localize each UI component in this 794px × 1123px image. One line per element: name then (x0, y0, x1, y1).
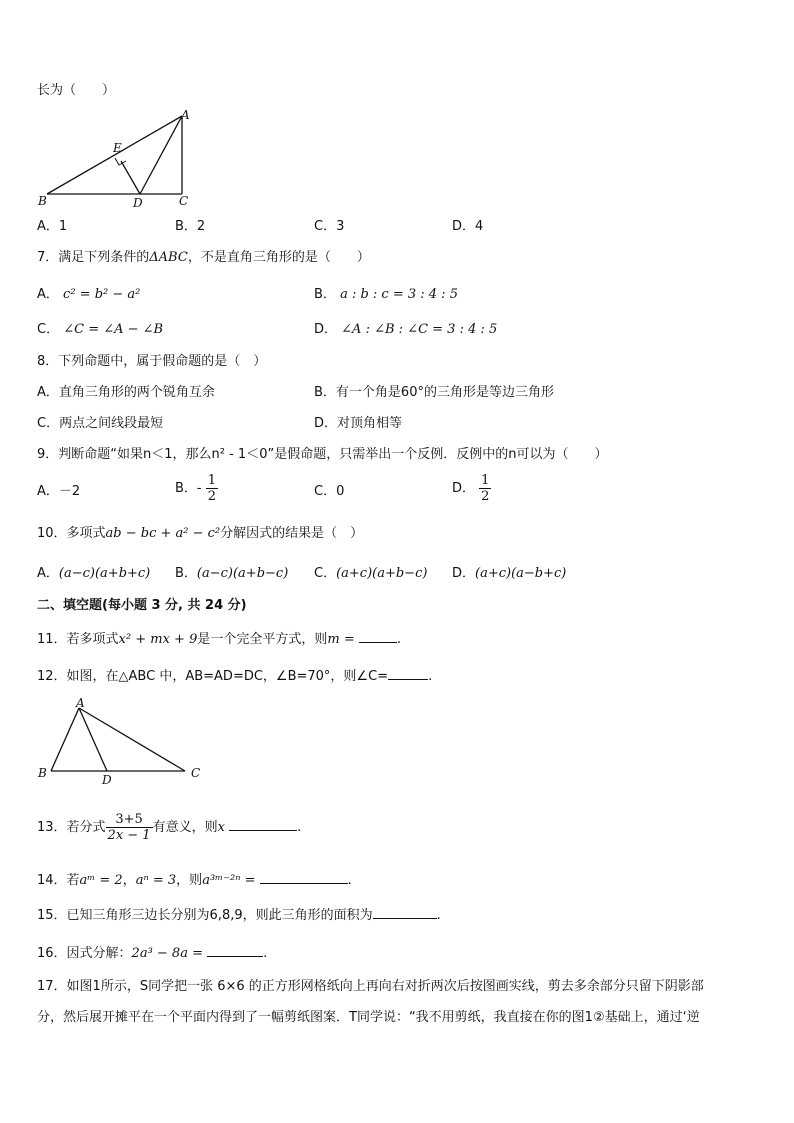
q12-label-b: B (38, 766, 47, 780)
q6-label-c: C (179, 194, 189, 207)
q7-option-a (37, 286, 140, 304)
q16-stem (37, 942, 267, 963)
q10-option-a (37, 565, 150, 583)
q9-option-d-numerator: 1 (481, 473, 490, 488)
q13-fraction (106, 812, 153, 843)
q7-stem-triangle: ΔABC (149, 250, 188, 265)
q12-end: . (428, 669, 433, 684)
q11-expr: x² + mx + 9 (118, 632, 198, 647)
q10-stem-expr: ab − bc + a² − c² (105, 526, 221, 541)
q6-label-b: B (38, 194, 47, 207)
q9-option-d-denominator: 2 (481, 489, 490, 504)
q13-middle: 有意义，则 (152, 820, 218, 835)
q7-option-d-expr: ∠A : ∠B : ∠C = 3 : 4 : 5 (341, 322, 498, 337)
q13-prefix: 13．若分式 (37, 820, 106, 835)
q10-stem (37, 525, 363, 543)
q7-option-c-expr: ∠C = ∠A − ∠B (63, 322, 164, 337)
q14-middle: ，则 (176, 873, 203, 888)
q12-label-d: D (102, 773, 112, 787)
q10-stem-suffix: 分解因式的结果是（ ） (220, 526, 364, 541)
q14-end: . (347, 873, 352, 888)
q8-stem: 8．下列命题中，属于假命题的是（ ） (37, 354, 267, 369)
q9-option-b-fraction (206, 473, 218, 504)
q10-option-d (452, 565, 566, 583)
q12-stem-text: 12．如图，在△ABC 中，AB=AD=DC，∠B=70°，则∠C= (37, 669, 389, 684)
q12-label-a: A (76, 697, 85, 710)
q13-stem (37, 807, 301, 849)
q9-option-d-fraction (479, 473, 491, 504)
q12-label-c: C (191, 766, 201, 780)
q12-stem (37, 665, 432, 686)
q9-option-b (175, 473, 218, 504)
q7-option-b (314, 286, 458, 304)
q8-option-a: A．直角三角形的两个锐角互余 (37, 385, 215, 400)
q14-stem (37, 869, 352, 890)
q7-option-a-expr: c² = b² − a² (63, 287, 141, 302)
q9-option-b-denominator: 2 (207, 489, 217, 504)
q13-denominator: 2x − 1 (107, 828, 151, 843)
q10-option-c-expr: (a+c)(a+b−c) (336, 566, 428, 581)
q17-line-1: 17．如图1所示，S同学把一张 6×6 的正方形网格纸向上再向右对折两次后按图画实线，剪去多余部分只留下阴影部 (37, 979, 704, 994)
q6-stem-tail: 长为（ ） (37, 83, 116, 98)
q6-label-e: E (113, 141, 122, 155)
q15-stem (37, 904, 441, 925)
q11-end: . (396, 632, 401, 647)
q10-option-b (175, 565, 288, 583)
q8-option-d: D．对顶角相等 (314, 416, 403, 431)
q6-label-d: D (133, 196, 143, 207)
q7-option-b-letter: B． (314, 287, 336, 302)
q13-answer-blank[interactable] (229, 816, 297, 831)
q11-prefix: 11．若多项式 (37, 632, 119, 647)
q6-option-a: A．1 (37, 219, 68, 234)
q10-option-c-letter: C． (314, 566, 337, 581)
q6-option-b: B．2 (175, 219, 206, 234)
q6-option-c: C．3 (314, 219, 345, 234)
q16-end: . (263, 946, 268, 961)
q8-option-c: C．两点之间线段最短 (37, 416, 164, 431)
q7-option-a-letter: A． (37, 287, 59, 302)
q14-answer-blank[interactable] (260, 869, 348, 884)
q16-prefix: 16．因式分解： (37, 946, 132, 961)
q9-option-d (452, 473, 491, 504)
q16-answer-blank[interactable] (207, 942, 263, 957)
q7-option-d-letter: D． (314, 322, 338, 337)
q12-answer-blank[interactable] (388, 665, 428, 680)
q14-cond2: aⁿ = 3 (135, 873, 177, 888)
q6-label-a: A (181, 108, 190, 122)
q9-option-b-numerator: 1 (207, 473, 217, 488)
q9-option-b-label: B．- (175, 481, 202, 496)
q13-end: . (297, 820, 302, 835)
q13-var: x (217, 820, 225, 835)
q14-cond1: aᵐ = 2 (79, 873, 123, 888)
q7-stem-prefix: 7．满足下列条件的 (37, 250, 150, 265)
q14-separator: ， (122, 873, 136, 888)
q7-option-d (314, 321, 497, 339)
q10-option-a-expr: (a−c)(a+b+c) (58, 566, 151, 581)
q6-figure (35, 107, 205, 207)
q15-answer-blank[interactable] (373, 904, 437, 919)
q11-answer-blank[interactable] (359, 628, 397, 643)
q9-option-a: A．－2 (37, 484, 81, 499)
section-2-title: 二、填空题(每小题 3 分, 共 24 分) (37, 598, 247, 613)
q7-stem (37, 249, 370, 267)
q15-end: . (436, 908, 441, 923)
q13-numerator: 3+5 (115, 812, 143, 827)
q7-option-b-expr: a : b : c = 3 : 4 : 5 (340, 287, 458, 302)
q10-option-b-letter: B． (175, 566, 197, 581)
q10-option-d-letter: D． (452, 566, 476, 581)
q10-stem-prefix: 10．多项式 (37, 526, 106, 541)
q15-stem-text: 15．已知三角形三边长分别为6,8,9，则此三角形的面积为 (37, 908, 373, 923)
q10-option-d-expr: (a+c)(a−b+c) (475, 566, 567, 581)
q10-option-a-letter: A． (37, 566, 59, 581)
q9-option-d-label: D． (452, 481, 476, 496)
q9-option-c: C．0 (314, 484, 345, 499)
q9-stem: 9．判断命题“如果n＜1，那么n² - 1＜0”是假命题，只需举出一个反例．反例中的n可以为（ ） (37, 447, 608, 462)
q7-option-c (37, 321, 163, 339)
q10-option-c (314, 565, 427, 583)
q12-figure (35, 697, 215, 787)
q6-option-d: D．4 (452, 219, 484, 234)
q11-stem (37, 628, 401, 649)
q16-expr: 2a³ − 8a = (131, 946, 203, 961)
q11-var: m = (327, 632, 355, 647)
q14-prefix: 14．若 (37, 873, 80, 888)
q8-option-b: B．有一个角是60°的三角形是等边三角形 (314, 385, 554, 400)
q7-stem-suffix: ，不是直角三角形的是（ ） (187, 250, 370, 265)
q11-middle: 是一个完全平方式，则 (197, 632, 328, 647)
q17-line-2: 分，然后展开摊平在一个平面内得到了一幅剪纸图案．T同学说：“我不用剪纸，我直接在你的图1②基础上，通过‘逆 (37, 1010, 700, 1025)
q7-option-c-letter: C． (37, 322, 60, 337)
q10-option-b-expr: (a−c)(a+b−c) (196, 566, 289, 581)
q14-expr: a³ᵐ⁻²ⁿ = (202, 873, 256, 888)
